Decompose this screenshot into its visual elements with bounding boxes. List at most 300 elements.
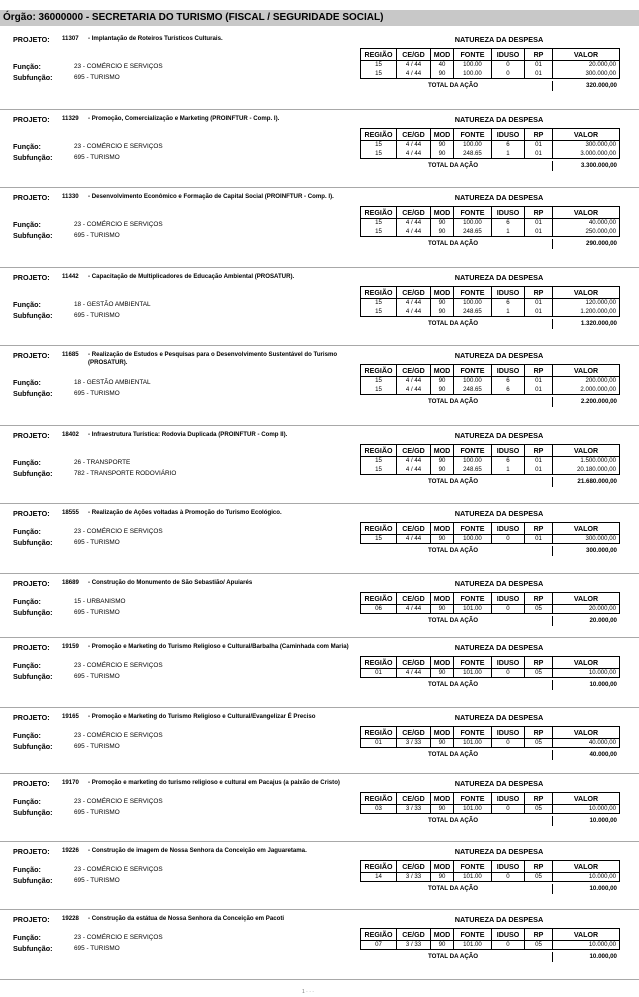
- natureza-heading: NATUREZA DA DESPESA: [454, 509, 544, 518]
- table-cell: 4 / 44: [397, 141, 431, 150]
- column-header: MOD: [431, 793, 454, 805]
- table-cell: 4 / 44: [397, 70, 431, 79]
- column-header: REGIÃO: [361, 793, 397, 805]
- table-cell: 6: [492, 141, 525, 150]
- table-row: [361, 70, 620, 79]
- table-cell: 01: [361, 739, 397, 748]
- funcao-label: Função:: [13, 731, 41, 740]
- project-title: - Realização de Ações voltadas à Promoção do Turismo Ecológico.: [88, 509, 282, 516]
- table-header-row: [361, 523, 620, 535]
- subfuncao-label: Subfunção:: [13, 742, 53, 751]
- projeto-label: PROJETO:: [13, 915, 50, 924]
- table-cell: 0: [492, 61, 525, 70]
- despesa-table: [360, 444, 620, 475]
- table-cell: 15: [361, 61, 397, 70]
- column-header: IDUSO: [492, 727, 525, 739]
- column-header: RP: [525, 207, 553, 219]
- despesa-table: [360, 726, 620, 748]
- natureza-heading: NATUREZA DA DESPESA: [454, 35, 544, 44]
- despesa-table: [360, 592, 620, 614]
- table-cell: 90: [431, 386, 454, 395]
- total-value: 300.000,00: [586, 547, 617, 554]
- column-header: VALOR: [553, 793, 620, 805]
- funcao-value: 23 - COMÉRCIO E SERVIÇOS: [74, 798, 163, 805]
- project-title: - Promoção, Comercialização e Marketing (PROINFTUR - Comp. I).: [88, 115, 280, 122]
- projeto-label: PROJETO:: [13, 431, 50, 440]
- table-row: [361, 299, 620, 308]
- table-cell: 90: [431, 669, 454, 678]
- column-header: VALOR: [553, 657, 620, 669]
- subfuncao-label: Subfunção:: [13, 808, 53, 817]
- column-header: FONTE: [454, 657, 492, 669]
- project-code: 18402: [62, 431, 79, 438]
- table-header-row: [361, 593, 620, 605]
- table-cell: 90: [431, 535, 454, 544]
- table-row: [361, 308, 620, 317]
- column-header: VALOR: [553, 727, 620, 739]
- table-cell: 06: [361, 605, 397, 614]
- table-cell: 01: [525, 457, 553, 466]
- project-section: [0, 30, 639, 110]
- table-cell: 40.000,00: [553, 219, 620, 228]
- column-header: MOD: [431, 129, 454, 141]
- natureza-heading: NATUREZA DA DESPESA: [454, 431, 544, 440]
- projeto-label: PROJETO:: [13, 579, 50, 588]
- funcao-label: Função:: [13, 62, 41, 71]
- total-label: TOTAL DA AÇÃO: [428, 953, 479, 960]
- column-header: REGIÃO: [361, 727, 397, 739]
- table-cell: 6: [492, 457, 525, 466]
- table-cell: 15: [361, 308, 397, 317]
- column-header: MOD: [431, 861, 454, 873]
- table-cell: 20.000,00: [553, 61, 620, 70]
- despesa-table: [360, 286, 620, 317]
- total-divider: [552, 81, 553, 91]
- funcao-value: 23 - COMÉRCIO E SERVIÇOS: [74, 221, 163, 228]
- column-header: IDUSO: [492, 793, 525, 805]
- funcao-label: Função:: [13, 220, 41, 229]
- project-code: 19159: [62, 643, 79, 650]
- total-label: TOTAL DA AÇÃO: [428, 82, 479, 89]
- table-row: [361, 457, 620, 466]
- total-value: 10.000,00: [589, 953, 617, 960]
- project-code: 19226: [62, 847, 79, 854]
- table-row: [361, 228, 620, 237]
- project-code: 11307: [62, 35, 79, 42]
- table-cell: 248.65: [454, 308, 492, 317]
- funcao-label: Função:: [13, 933, 41, 942]
- total-divider: [552, 884, 553, 894]
- table-cell: 90: [431, 739, 454, 748]
- table-row: [361, 141, 620, 150]
- table-header-row: [361, 657, 620, 669]
- project-code: 19165: [62, 713, 79, 720]
- table-cell: 101.00: [454, 739, 492, 748]
- table-cell: 15: [361, 219, 397, 228]
- natureza-heading: NATUREZA DA DESPESA: [454, 713, 544, 722]
- table-cell: 101.00: [454, 873, 492, 882]
- subfuncao-value: 782 - TRANSPORTE RODOVIÁRIO: [74, 470, 177, 477]
- project-section: [0, 574, 639, 638]
- table-row: [361, 669, 620, 678]
- project-section: [0, 268, 639, 346]
- funcao-label: Função:: [13, 300, 41, 309]
- column-header: RP: [525, 657, 553, 669]
- funcao-label: Função:: [13, 527, 41, 536]
- natureza-heading: NATUREZA DA DESPESA: [454, 915, 544, 924]
- table-cell: 4 / 44: [397, 669, 431, 678]
- table-cell: 90: [431, 228, 454, 237]
- column-header: REGIÃO: [361, 657, 397, 669]
- table-cell: 05: [525, 739, 553, 748]
- table-cell: 100.00: [454, 299, 492, 308]
- column-header: FONTE: [454, 207, 492, 219]
- project-title: - Promoção e Marketing do Turismo Religioso e Cultural/Barbalha (Caminhada com Maria): [88, 643, 349, 650]
- column-header: VALOR: [553, 287, 620, 299]
- table-cell: 248.65: [454, 386, 492, 395]
- table-cell: 0: [492, 739, 525, 748]
- total-value: 3.300.000,00: [580, 162, 617, 169]
- projeto-label: PROJETO:: [13, 115, 50, 124]
- table-cell: 1: [492, 150, 525, 159]
- total-label: TOTAL DA AÇÃO: [428, 320, 479, 327]
- funcao-label: Função:: [13, 378, 41, 387]
- column-header: IDUSO: [492, 523, 525, 535]
- table-cell: 3 / 33: [397, 873, 431, 882]
- column-header: REGIÃO: [361, 365, 397, 377]
- project-section: [0, 708, 639, 774]
- table-header-row: [361, 793, 620, 805]
- total-label: TOTAL DA AÇÃO: [428, 240, 479, 247]
- column-header: IDUSO: [492, 929, 525, 941]
- total-divider: [552, 161, 553, 171]
- column-header: IDUSO: [492, 287, 525, 299]
- column-header: VALOR: [553, 445, 620, 457]
- table-cell: 10.000,00: [553, 669, 620, 678]
- subfuncao-label: Subfunção:: [13, 944, 53, 953]
- column-header: IDUSO: [492, 365, 525, 377]
- table-cell: 01: [525, 61, 553, 70]
- total-label: TOTAL DA AÇÃO: [428, 398, 479, 405]
- subfuncao-label: Subfunção:: [13, 153, 53, 162]
- column-header: MOD: [431, 207, 454, 219]
- table-cell: 101.00: [454, 805, 492, 814]
- table-cell: 250.000,00: [553, 228, 620, 237]
- column-header: REGIÃO: [361, 445, 397, 457]
- funcao-value: 23 - COMÉRCIO E SERVIÇOS: [74, 63, 163, 70]
- subfuncao-value: 695 - TURISMO: [74, 809, 120, 816]
- table-cell: 6: [492, 377, 525, 386]
- table-cell: 90: [431, 873, 454, 882]
- total-divider: [552, 319, 553, 329]
- column-header: MOD: [431, 49, 454, 61]
- table-cell: 4 / 44: [397, 150, 431, 159]
- funcao-value: 23 - COMÉRCIO E SERVIÇOS: [74, 662, 163, 669]
- subfuncao-value: 695 - TURISMO: [74, 945, 120, 952]
- table-cell: 01: [525, 150, 553, 159]
- project-title: - Promoção e marketing do turismo religioso e cultural em Pacajus (a paixão de Cristo): [88, 779, 340, 786]
- column-header: CE/GD: [397, 929, 431, 941]
- subfuncao-value: 695 - TURISMO: [74, 312, 120, 319]
- column-header: IDUSO: [492, 657, 525, 669]
- column-header: CE/GD: [397, 49, 431, 61]
- table-header-row: [361, 49, 620, 61]
- funcao-value: 26 - TRANSPORTE: [74, 459, 131, 466]
- subfuncao-label: Subfunção:: [13, 538, 53, 547]
- table-header-row: [361, 929, 620, 941]
- table-cell: 90: [431, 805, 454, 814]
- total-value: 290.000,00: [586, 240, 617, 247]
- table-header-row: [361, 365, 620, 377]
- table-cell: 0: [492, 605, 525, 614]
- table-cell: 15: [361, 228, 397, 237]
- natureza-heading: NATUREZA DA DESPESA: [454, 351, 544, 360]
- table-cell: 15: [361, 457, 397, 466]
- column-header: VALOR: [553, 523, 620, 535]
- table-cell: 40.000,00: [553, 739, 620, 748]
- column-header: FONTE: [454, 593, 492, 605]
- projeto-label: PROJETO:: [13, 509, 50, 518]
- project-title: - Capacitação de Multiplicadores de Educação Ambiental (PROSATUR).: [88, 273, 295, 280]
- table-cell: 90: [431, 141, 454, 150]
- column-header: MOD: [431, 929, 454, 941]
- table-cell: 05: [525, 669, 553, 678]
- project-title: - Construção de imagem de Nossa Senhora da Conceição em Jaguaretama.: [88, 847, 307, 854]
- column-header: VALOR: [553, 929, 620, 941]
- table-cell: 05: [525, 605, 553, 614]
- column-header: MOD: [431, 593, 454, 605]
- column-header: REGIÃO: [361, 593, 397, 605]
- subfuncao-value: 695 - TURISMO: [74, 74, 120, 81]
- table-cell: 120.000,00: [553, 299, 620, 308]
- table-row: [361, 873, 620, 882]
- table-cell: 90: [431, 941, 454, 950]
- table-cell: 4 / 44: [397, 61, 431, 70]
- column-header: REGIÃO: [361, 861, 397, 873]
- total-value: 40.000,00: [589, 751, 617, 758]
- column-header: RP: [525, 445, 553, 457]
- table-cell: 1: [492, 308, 525, 317]
- table-cell: 3 / 33: [397, 739, 431, 748]
- table-cell: 90: [431, 219, 454, 228]
- column-header: VALOR: [553, 129, 620, 141]
- table-cell: 248.65: [454, 150, 492, 159]
- funcao-value: 18 - GESTÃO AMBIENTAL: [74, 301, 151, 308]
- table-row: [361, 805, 620, 814]
- projeto-label: PROJETO:: [13, 273, 50, 282]
- column-header: IDUSO: [492, 207, 525, 219]
- project-section: [0, 842, 639, 910]
- despesa-table: [360, 364, 620, 395]
- table-cell: 100.00: [454, 61, 492, 70]
- total-divider: [552, 477, 553, 487]
- funcao-label: Função:: [13, 797, 41, 806]
- despesa-table: [360, 48, 620, 79]
- column-header: VALOR: [553, 861, 620, 873]
- column-header: IDUSO: [492, 593, 525, 605]
- subfuncao-value: 695 - TURISMO: [74, 673, 120, 680]
- column-header: RP: [525, 929, 553, 941]
- total-divider: [552, 952, 553, 962]
- total-divider: [552, 680, 553, 690]
- project-code: 11685: [62, 351, 79, 358]
- total-label: TOTAL DA AÇÃO: [428, 817, 479, 824]
- funcao-value: 23 - COMÉRCIO E SERVIÇOS: [74, 934, 163, 941]
- table-cell: 6: [492, 219, 525, 228]
- column-header: CE/GD: [397, 657, 431, 669]
- funcao-value: 15 - URBANISMO: [74, 598, 126, 605]
- project-code: 11442: [62, 273, 79, 280]
- column-header: FONTE: [454, 523, 492, 535]
- column-header: CE/GD: [397, 523, 431, 535]
- table-cell: 90: [431, 150, 454, 159]
- footer-mark: 1 · · ·: [302, 989, 314, 995]
- subfuncao-label: Subfunção:: [13, 469, 53, 478]
- table-cell: 90: [431, 457, 454, 466]
- table-cell: 300.000,00: [553, 535, 620, 544]
- project-title: - Promoção e Marketing do Turismo Religioso e Cultural/Evangelizar É Preciso: [88, 713, 316, 720]
- table-cell: 101.00: [454, 669, 492, 678]
- total-value: 21.680.000,00: [577, 478, 617, 485]
- table-cell: 100.00: [454, 377, 492, 386]
- table-cell: 20.180.000,00: [553, 466, 620, 475]
- table-cell: 15: [361, 141, 397, 150]
- column-header: CE/GD: [397, 593, 431, 605]
- project-code: 18689: [62, 579, 79, 586]
- column-header: RP: [525, 287, 553, 299]
- table-cell: 10.000,00: [553, 941, 620, 950]
- projeto-label: PROJETO:: [13, 351, 50, 360]
- subfuncao-value: 695 - TURISMO: [74, 232, 120, 239]
- projeto-label: PROJETO:: [13, 35, 50, 44]
- despesa-table: [360, 860, 620, 882]
- total-divider: [552, 750, 553, 760]
- table-row: [361, 941, 620, 950]
- table-row: [361, 535, 620, 544]
- column-header: MOD: [431, 727, 454, 739]
- project-section: [0, 910, 639, 980]
- funcao-value: 23 - COMÉRCIO E SERVIÇOS: [74, 732, 163, 739]
- table-cell: 4 / 44: [397, 386, 431, 395]
- projeto-label: PROJETO:: [13, 643, 50, 652]
- table-cell: 15: [361, 150, 397, 159]
- column-header: MOD: [431, 365, 454, 377]
- table-header-row: [361, 287, 620, 299]
- table-cell: 03: [361, 805, 397, 814]
- subfuncao-label: Subfunção:: [13, 311, 53, 320]
- total-label: TOTAL DA AÇÃO: [428, 681, 479, 688]
- table-cell: 4 / 44: [397, 535, 431, 544]
- table-cell: 15: [361, 377, 397, 386]
- table-cell: 2.000.000,00: [553, 386, 620, 395]
- table-row: [361, 386, 620, 395]
- table-row: [361, 466, 620, 475]
- column-header: VALOR: [553, 593, 620, 605]
- table-cell: 4 / 44: [397, 219, 431, 228]
- table-cell: 01: [525, 535, 553, 544]
- funcao-label: Função:: [13, 661, 41, 670]
- table-cell: 0: [492, 941, 525, 950]
- table-cell: 4 / 44: [397, 308, 431, 317]
- total-value: 10.000,00: [589, 681, 617, 688]
- column-header: VALOR: [553, 207, 620, 219]
- table-cell: 0: [492, 805, 525, 814]
- project-title: - Construção da estátua de Nossa Senhora da Conceição em Pacoti: [88, 915, 285, 922]
- despesa-table: [360, 522, 620, 544]
- total-label: TOTAL DA AÇÃO: [428, 885, 479, 892]
- funcao-value: 23 - COMÉRCIO E SERVIÇOS: [74, 866, 163, 873]
- column-header: CE/GD: [397, 287, 431, 299]
- natureza-heading: NATUREZA DA DESPESA: [454, 115, 544, 124]
- column-header: CE/GD: [397, 207, 431, 219]
- table-cell: 1.200.000,00: [553, 308, 620, 317]
- column-header: RP: [525, 793, 553, 805]
- table-cell: 100.00: [454, 70, 492, 79]
- table-cell: 10.000,00: [553, 805, 620, 814]
- column-header: RP: [525, 593, 553, 605]
- despesa-table: [360, 928, 620, 950]
- table-header-row: [361, 129, 620, 141]
- column-header: IDUSO: [492, 49, 525, 61]
- column-header: REGIÃO: [361, 129, 397, 141]
- subfuncao-label: Subfunção:: [13, 876, 53, 885]
- total-value: 20.000,00: [589, 617, 617, 624]
- subfuncao-value: 695 - TURISMO: [74, 609, 120, 616]
- table-cell: 01: [525, 141, 553, 150]
- project-code: 18555: [62, 509, 79, 516]
- column-header: REGIÃO: [361, 929, 397, 941]
- table-cell: 90: [431, 605, 454, 614]
- column-header: FONTE: [454, 929, 492, 941]
- table-cell: 0: [492, 535, 525, 544]
- table-cell: 05: [525, 805, 553, 814]
- projeto-label: PROJETO:: [13, 779, 50, 788]
- table-cell: 248.65: [454, 466, 492, 475]
- table-cell: 0: [492, 669, 525, 678]
- table-cell: 14: [361, 873, 397, 882]
- table-cell: 100.00: [454, 457, 492, 466]
- table-cell: 300.000,00: [553, 70, 620, 79]
- table-cell: 100.00: [454, 141, 492, 150]
- column-header: REGIÃO: [361, 207, 397, 219]
- project-title: - Desenvolvimento Econômico e Formação de Capital Social (PROINFTUR - Comp. I).: [88, 193, 334, 200]
- table-cell: 05: [525, 941, 553, 950]
- subfuncao-value: 695 - TURISMO: [74, 877, 120, 884]
- table-cell: 15: [361, 299, 397, 308]
- natureza-heading: NATUREZA DA DESPESA: [454, 643, 544, 652]
- table-cell: 01: [525, 377, 553, 386]
- funcao-label: Função:: [13, 458, 41, 467]
- total-label: TOTAL DA AÇÃO: [428, 162, 479, 169]
- table-cell: 4 / 44: [397, 605, 431, 614]
- natureza-heading: NATUREZA DA DESPESA: [454, 579, 544, 588]
- column-header: CE/GD: [397, 129, 431, 141]
- table-row: [361, 605, 620, 614]
- column-header: RP: [525, 49, 553, 61]
- table-cell: 3.000.000,00: [553, 150, 620, 159]
- column-header: CE/GD: [397, 365, 431, 377]
- table-cell: 300.000,00: [553, 141, 620, 150]
- projeto-label: PROJETO:: [13, 847, 50, 856]
- column-header: REGIÃO: [361, 49, 397, 61]
- projeto-label: PROJETO:: [13, 193, 50, 202]
- table-cell: 6: [492, 299, 525, 308]
- table-header-row: [361, 445, 620, 457]
- column-header: MOD: [431, 445, 454, 457]
- column-header: FONTE: [454, 287, 492, 299]
- total-label: TOTAL DA AÇÃO: [428, 617, 479, 624]
- table-cell: 01: [525, 466, 553, 475]
